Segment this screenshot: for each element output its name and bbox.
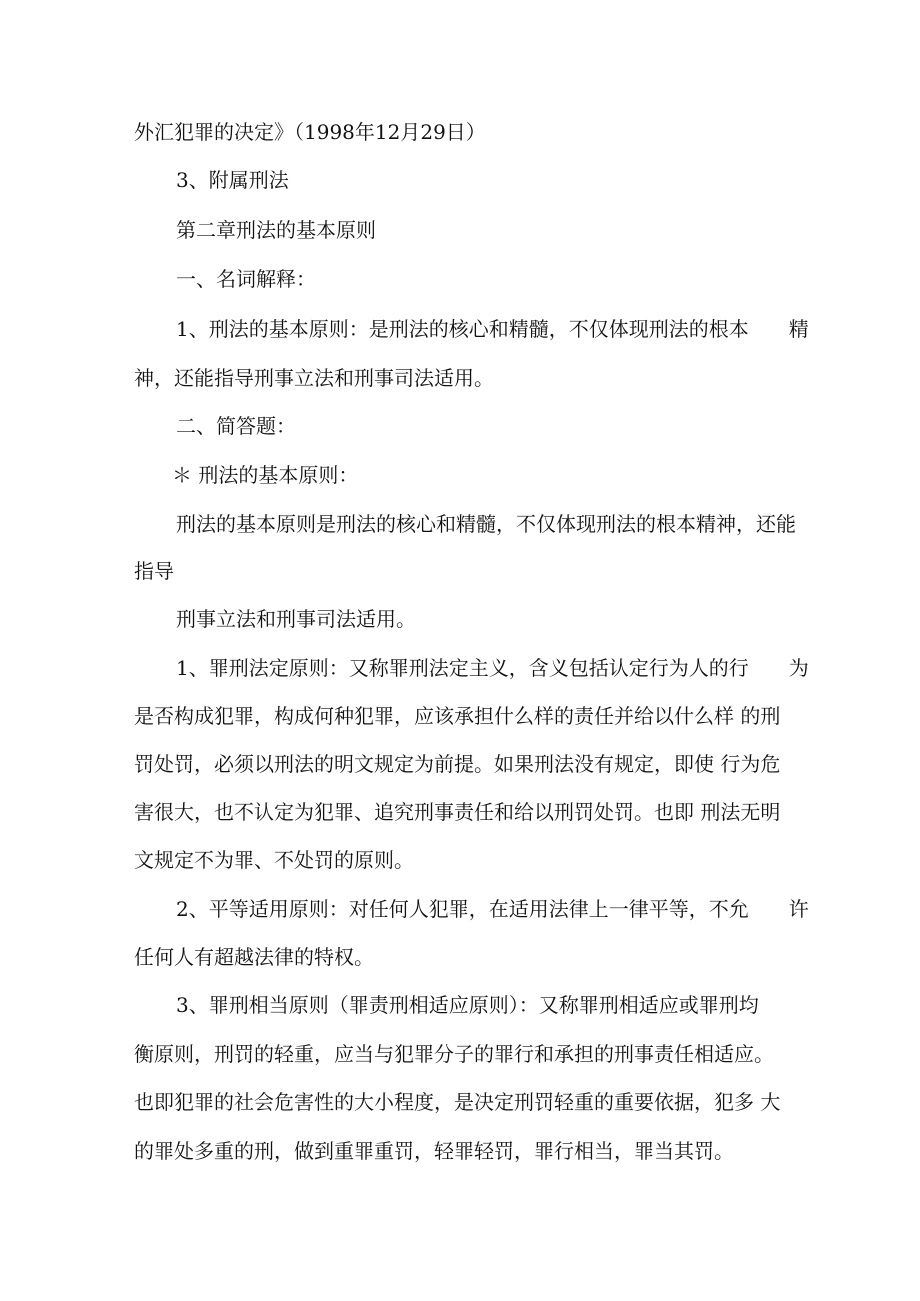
text-line-12: 1、罪刑法定原则：又称罪刑法定主义，含义包括认定行为人的行 为 xyxy=(176,656,809,680)
text-line-16: 文规定不为罪、不处罚的原则。 xyxy=(134,848,414,872)
text-line-8: ＊ 刑法的基本原则： xyxy=(172,463,359,487)
text-line-22: 的罪处多重的刑，做到重罪重罚，轻罪轻罚，罪行相当，罪当其罚。 xyxy=(134,1139,734,1163)
text-line-13: 是否构成犯罪，构成何种犯罪，应该承担什么样的责任并给以什么样 的刑 xyxy=(134,704,781,728)
text-line-20: 衡原则，刑罚的轻重，应当与犯罪分子的罪行和承担的刑事责任相适应。 xyxy=(134,1042,774,1066)
text-line-21: 也即犯罪的社会危害性的大小程度，是决定刑罚轻重的重要依据，犯多 大 xyxy=(134,1090,781,1114)
section-heading-1: 一、名词解释： xyxy=(176,267,316,291)
text-line-9: 刑法的基本原则是刑法的核心和精髓，不仅体现刑法的根本精神，还能 xyxy=(176,512,796,536)
text-line-19: 3、罪刑相当原则（罪责刑相适应原则）：又称罪刑相适应或罪刑均 xyxy=(176,993,759,1017)
chapter-heading: 第二章刑法的基本原则 xyxy=(176,218,376,242)
text-line-18: 任何人有超越法律的特权。 xyxy=(134,945,374,969)
text-line-15: 害很大，也不认定为犯罪、追究刑事责任和给以刑罚处罚。也即 刑法无明 xyxy=(134,800,781,824)
text-line-6: 神，还能指导刑事立法和刑事司法适用。 xyxy=(134,366,494,390)
text-line-5: 1、刑法的基本原则：是刑法的核心和精髓，不仅体现刑法的根本 精 xyxy=(176,317,809,341)
section-heading-2: 二、简答题： xyxy=(176,414,296,438)
text-line-11: 刑事立法和刑事司法适用。 xyxy=(176,607,416,631)
text-line-2: 3、附属刑法 xyxy=(176,168,289,192)
text-line-17: 2、平等适用原则：对任何人犯罪，在适用法律上一律平等，不允 许 xyxy=(176,897,809,921)
text-line-1: 外汇犯罪的决定》（1998年12月29日） xyxy=(134,120,486,144)
text-line-10: 指导 xyxy=(134,559,174,583)
text-line-14: 罚处罚，必须以刑法的明文规定为前提。如果刑法没有规定，即使 行为危 xyxy=(134,752,781,776)
